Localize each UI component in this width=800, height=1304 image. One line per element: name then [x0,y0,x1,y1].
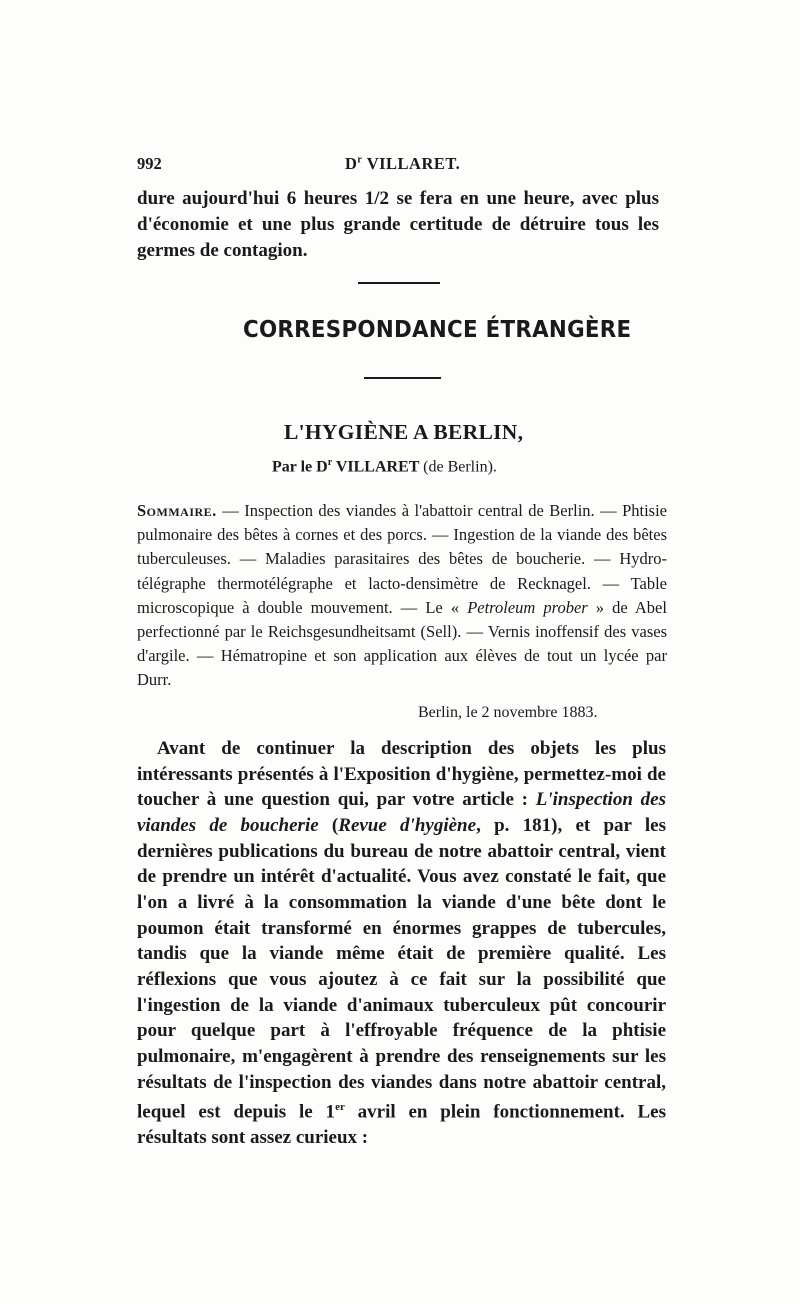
page-header [137,154,662,176]
summary-label: Sommaire. [137,501,217,520]
summary-italic: Petroleum prober [467,597,588,617]
intro-paragraph: dure aujourd'hui 6 heures 1/2 se fera en une heure, avec plus d'économie et une plus grande certitude de détruire tous les germes de contagion. [137,188,659,261]
section-title: CORRESPONDANCE ÉTRANGÈRE [243,315,632,343]
article-title: L'HYGIÈNE A BERLIN, [284,420,524,444]
running-title: $D^r$ VILLARET. [345,154,461,173]
divider-rule-top [358,282,440,284]
page-number: 992 [137,154,162,173]
body-paragraph: Avant de continuer la description des objets les plus intéressants présentés à l'Exposition d'hygiène, permettez-moi de toucher à une question qui, par votre article : L'inspection des viandes de boucherie (Revue d'hygiène, p. 181), et par les dernières publications du bureau de notre abattoir central, vient de prendre un intérêt d'actualité. Vous avez constaté le fait, que l'on a livré à la consommation la viande d'une bête dont le poumon était transformé en énormes grappes de tubercules, tandis que la viande même était de première qualité. Les réflexions que vous ajoutez à ce fait sur la possibilité que l'ingestion de la viande d'animaux tuberculeux pût concourir pour quelque part à l'effroyable fréquence de la phtisie pulmonaire, m'engagèrent à prendre des renseignements sur les résultats de l'inspection des viandes dans notre abattoir central, lequel est depuis le 1er avril en plein fonctionnement. Les résultats sont assez curieux : [137,738,667,1149]
divider-rule-bottom [364,377,441,379]
dateline: Berlin, le 2 novembre 1883. [418,704,598,721]
article-byline: Par le $D^r$ VILLARET (de Berlin). [272,457,497,476]
summary-block: Sommaire. — Inspection des viandes à l'abattoir central de Berlin. — Phtisie pulmonaire des bêtes à cornes et des porcs. — Ingestion de la viande des bêtes tuberculeuses. — Maladies parasitaires des bêtes de boucherie. — Hydro-télégraphe thermotélégraphe et lacto-densimètre de Recknagel. — Table microscopique à double mouvement. — Le « Petroleum prober » de Abel perfectionné par le Reichsgesundheitsamt (Sell). — Vernis inoffensif des vases d'argile. — Hématropine et son application aux élèves de tout un lycée par Durr. [137,501,667,690]
